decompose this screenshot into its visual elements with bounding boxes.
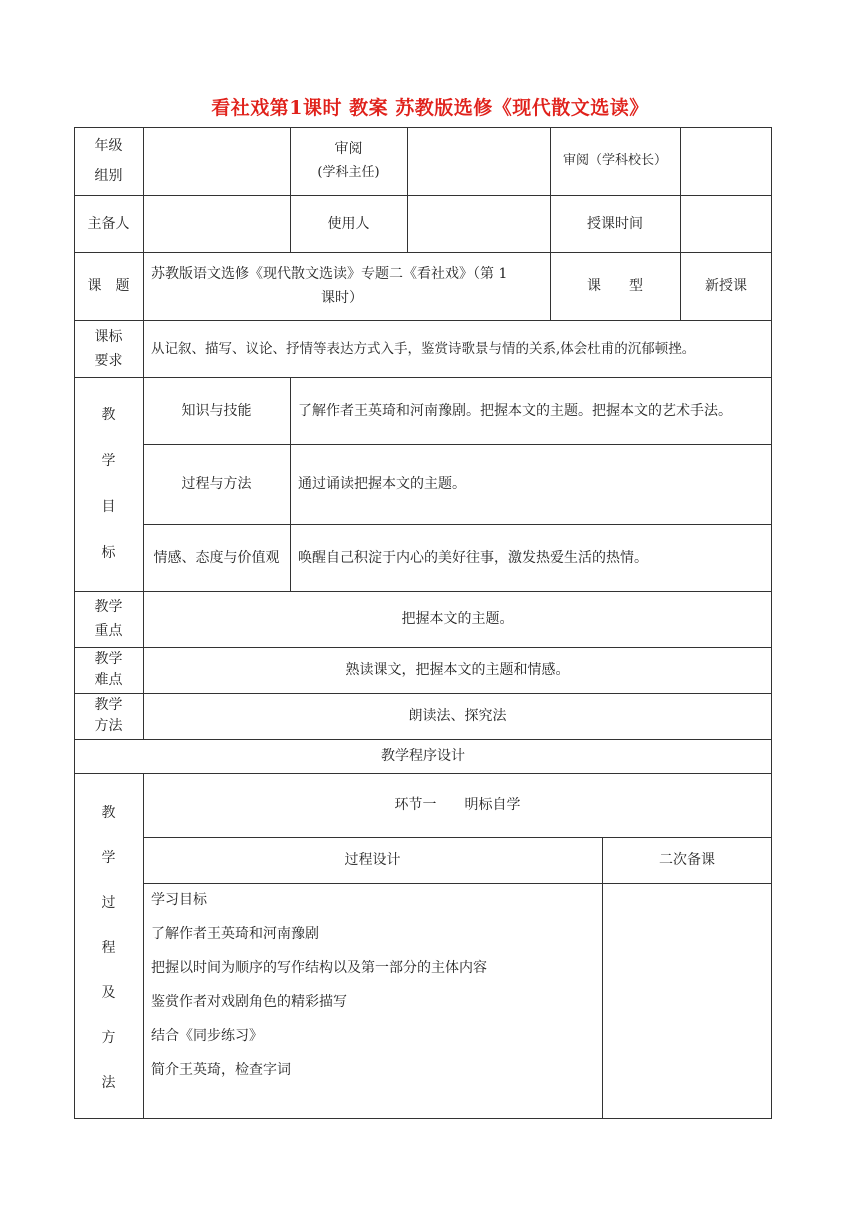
- method-label: [74, 693, 143, 739]
- review-label: 审阅: [334, 141, 363, 157]
- process-line: 简介王英琦，检查字词: [151, 1062, 291, 1078]
- process-char: 教: [101, 805, 116, 821]
- process-char: 及: [101, 985, 116, 1001]
- process-char: 方: [101, 1030, 116, 1046]
- process-char: 过: [101, 895, 116, 911]
- teaching-time-label: 授课时间: [587, 215, 643, 232]
- grade-label: 年级: [94, 138, 123, 154]
- standard-value: 从记叙、描写、议论、抒情等表达方式入手，鉴赏诗歌景与情的关系,体会杜甫的沉郁顿挫。: [151, 340, 696, 357]
- goals-char: 学: [101, 453, 116, 469]
- process-line: 学习目标: [151, 892, 207, 908]
- process-line: 了解作者王英琦和河南豫剧: [151, 926, 319, 942]
- topic-value-line-2: 课时）: [321, 290, 363, 306]
- topic-value-line-1: 苏教版语文选修《现代散文选读》专题二《看社戏》（第 1: [151, 266, 508, 282]
- goal-emotion-value: 唤醒自己积淀于内心的美好往事，激发热爱生活的热情。: [298, 549, 648, 566]
- subject-director-label: (学科主任): [317, 165, 380, 180]
- user-label: 使用人: [327, 215, 370, 232]
- goals-char: 教: [101, 407, 116, 423]
- review-director-label: [290, 127, 407, 195]
- difficulty-label-line-2: 难点: [94, 672, 123, 688]
- focus-label-line-2: 重点: [94, 623, 123, 639]
- process-char: 学: [101, 850, 116, 866]
- goal-process-label: 过程与方法: [181, 476, 252, 492]
- document-title: 看社戏第1课时 教案 苏教版选修《现代散文选读》: [211, 97, 649, 119]
- standard-label-line-1: 课标: [94, 328, 123, 345]
- process-line: 鉴赏作者对戏剧角色的精彩描写: [151, 994, 347, 1010]
- process-lines: [151, 888, 487, 1092]
- lesson-type-value: 新授课: [705, 278, 747, 294]
- review-principal-label: 审阅（学科校长）: [562, 153, 667, 168]
- method-label-line-2: 方法: [94, 718, 123, 734]
- col-divider: [407, 127, 408, 252]
- goals-char: 标: [101, 545, 116, 561]
- topic-label: 课 题: [87, 278, 130, 294]
- difficulty-label: [74, 647, 143, 693]
- process-line: 结合《同步练习》: [151, 1028, 263, 1044]
- difficulty-label-line-1: 教学: [94, 651, 123, 667]
- standard-label-line-2: 要求: [94, 352, 123, 369]
- focus-value: 把握本文的主题。: [401, 611, 514, 627]
- goal-emotion-label: 情感、态度与价值观: [153, 549, 280, 566]
- method-value: 朗读法、探究法: [408, 708, 507, 724]
- goal-knowledge-value: 了解作者王英琦和河南豫剧。把握本文的主题。把握本文的艺术手法。: [298, 402, 732, 419]
- process-line: 把握以时间为顺序的写作结构以及第一部分的主体内容: [151, 960, 487, 976]
- method-label-line-1: 教学: [94, 697, 123, 713]
- standard-label: [74, 320, 143, 377]
- grade-group-label: [74, 127, 143, 195]
- process-label: [74, 773, 143, 1119]
- lesson-type-label: 课 型: [587, 278, 643, 294]
- goals-char: 目: [101, 499, 116, 515]
- focus-label-line-1: 教学: [94, 599, 123, 615]
- process-char: 程: [101, 940, 116, 956]
- goal-knowledge-label: 知识与技能: [181, 402, 252, 419]
- process-design-header: 过程设计: [344, 852, 401, 868]
- focus-label: [74, 591, 143, 647]
- program-design-title: 教学程序设计: [381, 748, 465, 764]
- second-prep-header: 二次备课: [659, 852, 715, 868]
- goals-label: [74, 377, 143, 591]
- preparer-label: 主备人: [87, 215, 130, 232]
- goal-process-value: 通过诵读把握本文的主题。: [298, 476, 466, 492]
- topic-value: [143, 252, 550, 320]
- group-label: 组别: [94, 168, 123, 184]
- row-divider: [143, 883, 772, 884]
- process-char: 法: [101, 1075, 116, 1091]
- difficulty-value: 熟读课文，把握本文的主题和情感。: [345, 662, 570, 678]
- section-title: 环节一 明标自学: [394, 797, 521, 813]
